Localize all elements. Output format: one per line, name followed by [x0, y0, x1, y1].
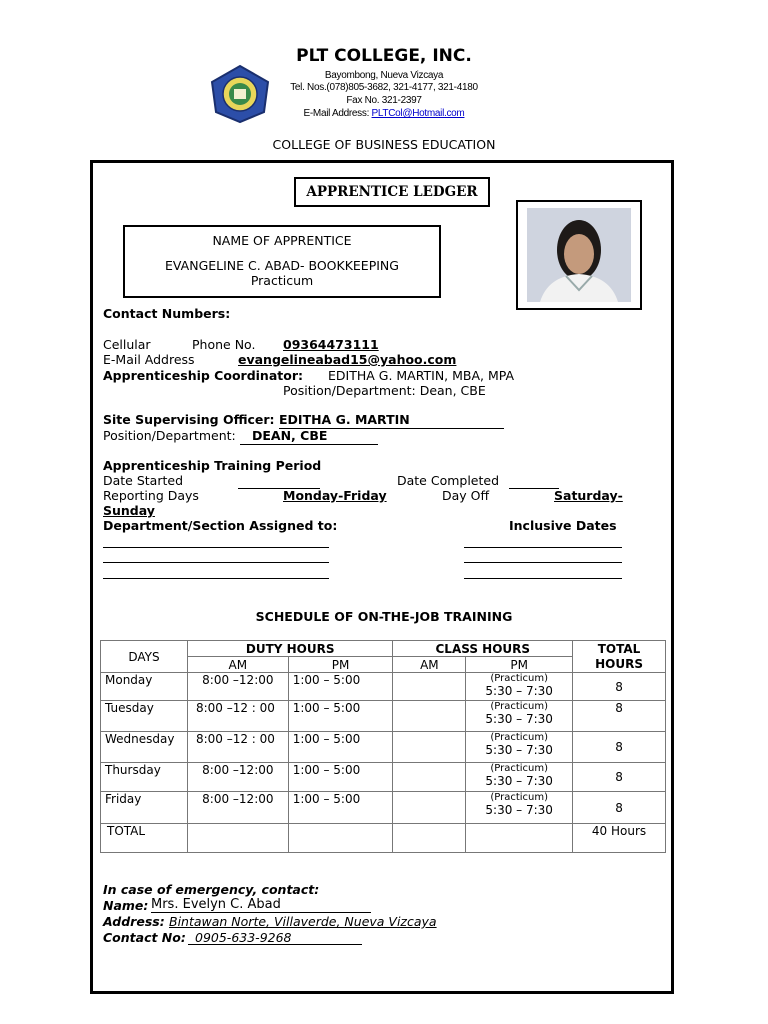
row-class-pm: (Practicum) 5:30 – 7:30 [466, 701, 573, 732]
header-class-hours: CLASS HOURS [393, 641, 573, 657]
college-email-line [0, 108, 768, 119]
table-row [101, 792, 666, 824]
ledger-title: APPRENTICE LEDGER [294, 177, 490, 207]
row-total: 8 [573, 673, 666, 701]
emergency-name-label: Name: [103, 898, 149, 913]
apprentice-name-box [123, 225, 441, 298]
reporting-days-value: Monday-Friday [283, 488, 387, 503]
reporting-days-label: Reporting Days [103, 488, 199, 503]
coordinator-value: EDITHA G. MARTIN, MBA, MPA [328, 368, 515, 383]
supervisor-position-label: Position/Department: [103, 428, 236, 443]
date-completed-label: Date Completed [397, 473, 500, 488]
row-class-am [393, 701, 466, 732]
header-total-hours: TOTAL HOURS [573, 641, 666, 673]
coordinator-position: Position/Department: Dean, CBE [283, 383, 486, 398]
email-value: evangelineabad15@yahoo.com [238, 352, 457, 367]
emergency-heading: In case of emergency, contact: [103, 882, 320, 897]
department-title: COLLEGE OF BUSINESS EDUCATION [272, 137, 496, 152]
row-class-pm: (Practicum) 5:30 – 7:30 [466, 792, 573, 824]
row-duty-pm: 1:00 – 5:00 [288, 763, 393, 792]
emergency-contact-underline [188, 944, 362, 945]
total-duty-am [187, 824, 288, 853]
apprentice-photo [516, 200, 642, 310]
dates-line-2[interactable] [464, 562, 622, 563]
header-class-pm: PM [466, 657, 573, 673]
row-class-pm: (Practicum) 5:30 – 7:30 [466, 763, 573, 792]
schedule-title: SCHEDULE OF ON-THE-JOB TRAINING [255, 609, 513, 624]
day-off-value-2: Sunday [103, 503, 155, 518]
college-fax: Fax No. 321-2397 [346, 95, 422, 106]
row-duty-am: 8:00 –12 : 00 [187, 732, 288, 763]
row-class-pm: (Practicum) 5:30 – 7:30 [466, 732, 573, 763]
supervisor-label: Site Supervising Officer: [103, 412, 275, 427]
phone-label: Phone No. [192, 337, 256, 352]
row-class-pm: (Practicum) 5:30 – 7:30 [466, 673, 573, 701]
training-period-label: Apprenticeship Training Period [103, 458, 322, 473]
date-started-label: Date Started [103, 473, 184, 488]
table-row [101, 701, 666, 732]
date-completed-field[interactable] [509, 488, 559, 489]
emergency-contact-value: 0905-633-9268 [195, 930, 292, 945]
supervisor-position-value: DEAN, CBE [252, 428, 328, 443]
row-duty-am: 8:00 –12:00 [187, 763, 288, 792]
header-days: DAYS [101, 641, 188, 673]
total-class-pm [466, 824, 573, 853]
college-name: PLT COLLEGE, INC. [296, 46, 472, 66]
dates-line-3[interactable] [464, 578, 622, 579]
apprentice-name-value: EVANGELINE C. ABAD- BOOKKEEPING [165, 258, 399, 273]
total-label: TOTAL [101, 824, 188, 853]
college-address: Bayombong, Nueva Vizcaya [324, 70, 444, 81]
row-day: Friday [101, 792, 188, 824]
table-row [101, 763, 666, 792]
row-class-am [393, 792, 466, 824]
row-total: 8 [573, 792, 666, 824]
row-duty-pm: 1:00 – 5:00 [288, 701, 393, 732]
row-total: 8 [573, 701, 666, 732]
schedule-table [100, 640, 666, 853]
coordinator-label: Apprenticeship Coordinator: [103, 368, 303, 383]
college-tel: Tel. Nos.(078)805-3682, 321-4177, 321-4180 [290, 82, 478, 93]
day-off-value: Saturday- [554, 488, 623, 503]
apprentice-name-label: NAME OF APPRENTICE [212, 233, 352, 248]
college-email-label: E-Mail Address: [303, 108, 372, 119]
phone-value: 09364473111 [283, 337, 379, 352]
row-duty-pm: 1:00 – 5:00 [288, 792, 393, 824]
cellular-label: Cellular [103, 337, 151, 352]
row-day: Thursday [101, 763, 188, 792]
row-duty-am: 8:00 –12 : 00 [187, 701, 288, 732]
row-day: Tuesday [101, 701, 188, 732]
contact-numbers-label: Contact Numbers: [103, 306, 231, 321]
total-value: 40 Hours [573, 824, 666, 853]
row-duty-pm: 1:00 – 5:00 [288, 673, 393, 701]
row-duty-am: 8:00 –12:00 [187, 673, 288, 701]
dept-line-3[interactable] [103, 578, 329, 579]
table-row [101, 732, 666, 763]
dept-line-1[interactable] [103, 547, 329, 548]
emergency-contact-label: Contact No: [103, 930, 186, 945]
emergency-address-label: Address: [103, 914, 165, 929]
row-class-am [393, 673, 466, 701]
dept-line-2[interactable] [103, 562, 329, 563]
row-class-am [393, 732, 466, 763]
emergency-address-value: Bintawan Norte, Villaverde, Nueva Vizcaya [169, 914, 437, 929]
row-duty-pm: 1:00 – 5:00 [288, 732, 393, 763]
header-duty-hours: DUTY HOURS [187, 641, 392, 657]
row-day: Wednesday [101, 732, 188, 763]
header-class-am: AM [393, 657, 466, 673]
total-row [101, 824, 666, 853]
row-total: 8 [573, 732, 666, 763]
inclusive-dates-label: Inclusive Dates [509, 518, 617, 533]
row-duty-am: 8:00 –12:00 [187, 792, 288, 824]
total-duty-pm [288, 824, 393, 853]
emergency-name-value: Mrs. Evelyn C. Abad [151, 897, 281, 912]
emergency-name-underline [151, 912, 371, 913]
header-duty-pm: PM [288, 657, 393, 673]
schedule-header-row [101, 641, 666, 657]
row-day: Monday [101, 673, 188, 701]
dept-assigned-label: Department/Section Assigned to: [103, 518, 338, 533]
apprentice-name-value-2: Practicum [250, 273, 314, 288]
day-off-label: Day Off [442, 488, 490, 503]
row-class-am [393, 763, 466, 792]
table-row [101, 673, 666, 701]
email-label: E-Mail Address [103, 352, 195, 367]
supervisor-value: EDITHA G. MARTIN [279, 412, 410, 427]
supervisor-position-underline [240, 444, 378, 445]
dates-line-1[interactable] [464, 547, 622, 548]
college-email-link[interactable]: PLTCol@Hotmail.com [371, 108, 465, 119]
row-total: 8 [573, 763, 666, 792]
header-duty-am: AM [187, 657, 288, 673]
total-class-am [393, 824, 466, 853]
